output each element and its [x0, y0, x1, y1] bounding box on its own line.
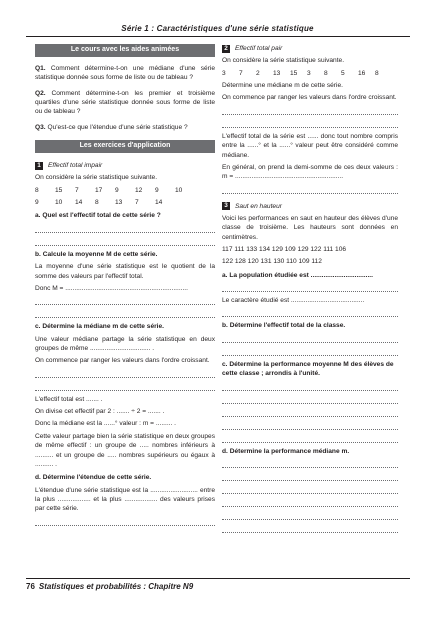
exercise-2-title: 2 Effectif total pair [222, 44, 398, 53]
answer-line [35, 517, 215, 526]
answer-line [222, 347, 398, 356]
answer-line [222, 408, 398, 417]
data-value: 12 [135, 186, 143, 194]
median-value: Donc la médiane est la ......° valeur : m = ......... . [35, 420, 176, 428]
divide-count: On divise cet effectif par 2 : ....... ÷ 2 = ....... . [35, 408, 165, 416]
answer-line [222, 382, 398, 391]
height-data-1: 117 111 133 134 129 109 129 122 111 106 [222, 246, 347, 254]
answer-line [222, 434, 398, 443]
left-column [35, 44, 215, 530]
height-data-2: 122 128 120 131 130 110 109 112 [222, 258, 322, 266]
exercise-number: 2 [222, 45, 230, 53]
exercise-3-title: 3 Saut en hauteur [222, 202, 398, 211]
answer-line [222, 498, 398, 507]
data-value: 3 [222, 69, 226, 77]
exercise-3-question-c: c. Détermine la performance moyenne M des élèves de cette classe ; arrondis à l'unité. [222, 360, 394, 378]
data-value: 5 [341, 69, 345, 77]
mean-definition: La moyenne d'une série statistique est le quotient de la somme des valeurs par l'effectif total. [35, 263, 215, 280]
answer-line [222, 185, 398, 194]
question-3: Q3. Qu'est-ce que l'étendue d'une série statistique ? [35, 123, 188, 131]
exercise-1-question-d: d. Détermine l'étendue de cette série. [35, 474, 152, 482]
header-rule [26, 36, 410, 37]
data-value: 8 [35, 186, 39, 194]
data-value: 14 [75, 199, 83, 207]
answer-line [222, 459, 398, 468]
answer-line [222, 472, 398, 481]
answer-line [35, 369, 215, 378]
data-value: 14 [155, 199, 163, 207]
exercise-2-question: Détermine une médiane m de cette série. [222, 82, 343, 90]
median-explanation: Cette valeur partage bien la série statistique en deux groupes de même effectif : un groupe de ..... nombres inférieurs à .......... et un groupe de ..... nombres supérieurs ou égaux à .......... . [35, 432, 215, 468]
data-value: 8 [375, 69, 379, 77]
footer-rule [26, 578, 410, 579]
median-definition: Une valeur médiane partage la série statistique en deux groupes de même ................................. . [35, 335, 215, 352]
exercise-3-question-a: a. La population étudiée est .................................. [222, 271, 373, 279]
data-value: 7 [75, 186, 79, 194]
answer-line [222, 119, 398, 128]
sort-instruction: On commence par ranger les valeurs dans l'ordre croissant. [35, 357, 210, 365]
answer-line [222, 106, 398, 115]
right-column [222, 44, 398, 537]
answer-line [35, 296, 215, 305]
data-value: 17 [95, 186, 103, 194]
chapter-title: Statistiques et probabilités : Chapitre N9 [38, 582, 194, 591]
data-value: 8 [95, 199, 99, 207]
answer-line [222, 524, 398, 533]
page-footer [26, 582, 193, 591]
data-row-1 [35, 186, 215, 195]
answer-line [222, 511, 398, 520]
data-value: 9 [35, 199, 39, 207]
data-value: 13 [115, 199, 123, 207]
exercise-1-intro: On considère la série statistique suivante. [35, 174, 158, 182]
data-value: 7 [135, 199, 139, 207]
exercise-2-intro: On considère la série statistique suivante. [222, 57, 345, 65]
range-definition: L'étendue d'une série statistique est la .......................... entre la plus .................. et la plus .................. des valeurs prises par cette série. [35, 486, 215, 513]
exercise-number: 3 [222, 202, 230, 210]
exercise-1-question-a: a. Quel est l'effectif total de cette série ? [35, 212, 161, 220]
character-studied: Le caractère étudié est ........................................ [222, 297, 365, 305]
banner-exercices: Les exercices d'application [35, 140, 215, 153]
answer-line [35, 309, 215, 318]
page-number: 76 [26, 582, 35, 591]
data-value: 15 [55, 186, 63, 194]
exercise-3-question-b: b. Détermine l'effectif total de la classe. [222, 322, 346, 330]
half-sum-explanation: En général, on prend la demi-somme de ces deux valeurs : m = ........................................................... [222, 163, 398, 181]
exercise-1-title: 1 Effectif total impair [35, 161, 215, 170]
exercise-3-question-d: d. Détermine la performance médiane m. [222, 447, 350, 455]
exercise-3-intro: Voici les performances en saut en hauteur des élèves d'une classe de troisième. Les hauteurs sont données en centimètres. [222, 214, 398, 241]
data-value: 8 [324, 69, 328, 77]
answer-line [35, 382, 215, 391]
data-value: 16 [358, 69, 366, 77]
answer-line [222, 421, 398, 430]
data-value: 9 [115, 186, 119, 194]
data-value: 3 [307, 69, 311, 77]
sort-instruction: On commence par ranger les valeurs dans l'ordre croissant. [222, 94, 397, 102]
page-title: Série 1 : Caractéristiques d'une série statistique [121, 24, 314, 33]
total-count: L'effectif total est ....... . [35, 395, 103, 403]
answer-line [222, 334, 398, 343]
exercise-1-question-c: c. Détermine la médiane m de cette série. [35, 323, 165, 331]
data-value: 13 [273, 69, 281, 77]
banner-cours: Le cours avec les aides animées [35, 44, 215, 57]
data-value: 15 [290, 69, 298, 77]
answer-line [35, 224, 215, 233]
data-value: 9 [155, 186, 159, 194]
data-value: 2 [256, 69, 260, 77]
answer-line [222, 485, 398, 494]
question-1: Q1. Comment détermine-t-on une médiane d'une série statistique donnée sous forme de liste ou de tableau ? [35, 64, 215, 82]
question-2: Q2. Comment détermine-t-on les premier et troisième quartiles d'une série statistique donnée sous forme de liste ou de tableau ? [35, 89, 215, 116]
answer-line [222, 283, 398, 292]
answer-line [222, 308, 398, 317]
answer-line [222, 395, 398, 404]
answer-line [35, 237, 215, 246]
mean-answer: Donc M = ................................................................... [35, 284, 188, 292]
even-median-explanation: L'effectif total de la série est ...... donc tout nombre compris entre la ......° et la ......° valeur peut être considéré comme médiane. [222, 132, 398, 159]
data-row-2 [35, 198, 215, 207]
exercise-1-question-b: b. Calcule la moyenne M de cette série. [35, 250, 158, 258]
data-row [222, 69, 398, 78]
data-value: 10 [175, 186, 183, 194]
data-value: 7 [239, 69, 243, 77]
exercise-number: 1 [35, 162, 43, 170]
data-value: 10 [55, 199, 63, 207]
